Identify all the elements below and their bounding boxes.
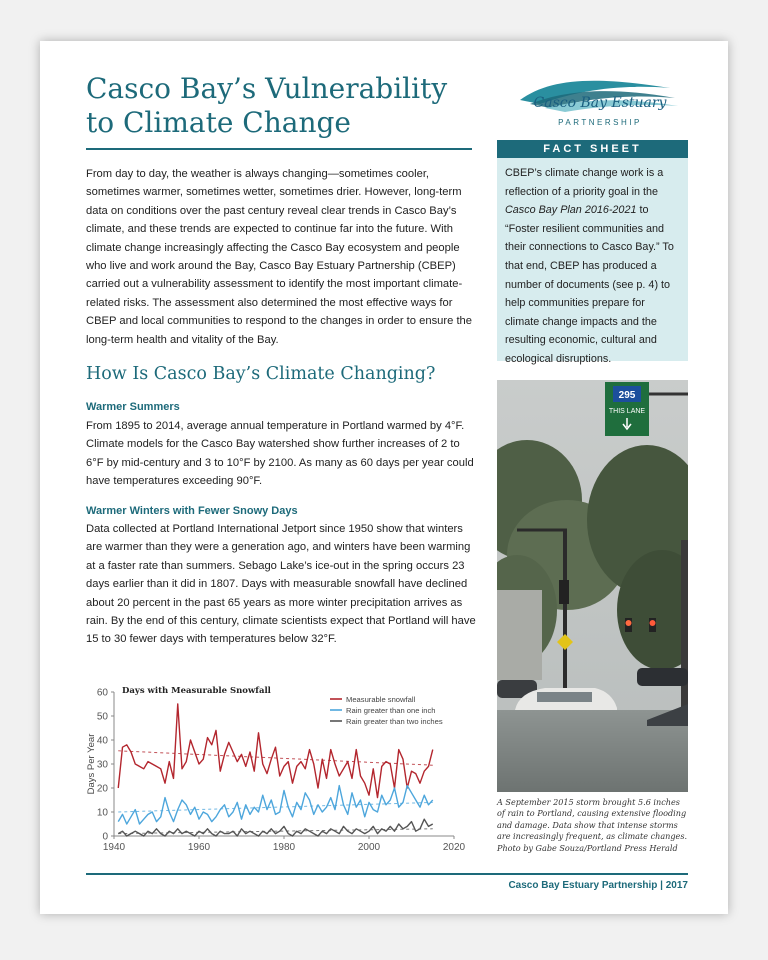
y-axis-label: Days Per Year bbox=[86, 733, 97, 795]
y-tick-label: 60 bbox=[96, 687, 108, 699]
building bbox=[497, 590, 542, 680]
series-line-3 bbox=[118, 819, 433, 836]
y-tick-label: 20 bbox=[96, 783, 108, 795]
footer-divider bbox=[86, 873, 688, 875]
title-divider bbox=[86, 148, 472, 150]
route-number: 295 bbox=[618, 390, 636, 401]
red-light bbox=[650, 620, 656, 626]
y-tick-label: 10 bbox=[96, 807, 108, 819]
fact-sheet-heading: FACT SHEET bbox=[497, 140, 688, 158]
y-tick-label: 0 bbox=[102, 831, 108, 843]
x-tick-label: 1960 bbox=[187, 842, 211, 853]
x-tick-label: 1940 bbox=[102, 842, 126, 853]
x-tick-label: 2020 bbox=[442, 842, 466, 853]
warmer-summers-body: From 1895 to 2014, average annual temperature in Portland warmed by 4°F. Climate models for the Casco Bay watershed show further increases of 2 to 6°F by mid-century and 3 to 10°F by 2100. As many as 60 days per year could have temperatures exceeding 90°F. bbox=[86, 420, 474, 488]
footer-credit: Casco Bay Estuary Partnership | 2017 bbox=[508, 880, 688, 891]
warmer-summers-heading: Warmer Summers bbox=[86, 401, 180, 413]
x-tick-label: 1980 bbox=[272, 842, 296, 853]
legend-label-3: Rain greater than two inches bbox=[346, 717, 443, 726]
red-light-2 bbox=[626, 620, 632, 626]
warmer-winters-heading: Warmer Winters with Fewer Snowy Days bbox=[86, 505, 298, 517]
fact-sheet-box bbox=[497, 158, 688, 365]
legend-label-2: Rain greater than one inch bbox=[346, 706, 436, 715]
page-title: Casco Bay’s Vulnerability to Climate Change bbox=[86, 72, 448, 139]
intro-paragraph: From day to day, the weather is always changing—sometimes cooler, sometimes warmer, sometimes wetter, sometimes drier. However, long-term data on conditions over the past century reveal clear trends in Casco Bay’s climate, and these trends are expected to continue far into the future. With climate change increasingly affecting the Casco Bay ecosystem and people who live and work around the Bay, Casco Bay Estuary Partnership (CBEP) carried out a vulnerability assessment to identify the most important climate-related risks. The assessment also determined the most effective ways for CBEP and local communities to respond to the changes in order to ensure the long-term health and vitality of the Bay. bbox=[86, 168, 472, 346]
y-tick-label: 50 bbox=[96, 711, 108, 723]
section-heading: How Is Casco Bay’s Climate Changing? bbox=[86, 364, 436, 384]
fact-sheet-text-part1: CBEP’s climate change work is a reflection of a priority goal in the bbox=[505, 167, 664, 198]
y-tick-label: 40 bbox=[96, 735, 108, 747]
legend-label-1: Measurable snowfall bbox=[346, 695, 416, 704]
car-right bbox=[637, 668, 688, 686]
x-tick-label: 2000 bbox=[357, 842, 381, 853]
snowfall-chart bbox=[72, 676, 492, 856]
traffic-signal-left bbox=[559, 580, 569, 604]
fact-sheet-text bbox=[505, 164, 678, 369]
flood-photo bbox=[497, 380, 688, 792]
sign-lane-text: THIS LANE bbox=[608, 408, 646, 415]
fact-sheet-text-part2: to “Foster resilient communities and their connections to Casco Bay.” To that end, CBEP has produced a number of documents (see p. 4) to help communities prepare for climate change impacts and the resulting economic, cultural and ecological disruptions. bbox=[505, 204, 674, 365]
logo-subtitle: PARTNERSHIP bbox=[558, 118, 642, 127]
car-window bbox=[537, 692, 592, 702]
warmer-winters-body: Data collected at Portland International Jetport since 1950 show that winters are warmer than they were a generation ago, and winters have been warming at a faster rate than summers. Sebago Lake’s ice-out in the spring occurs 23 days earlier than it did in 1807. Days with measurable snowfall have declined about 20 percent in the past 65 years as more winter precipitation arrives as rain. By the end of this century, climate scientists expect that Portland will have 15 to 30 fewer days with temperatures below 32°F. bbox=[86, 523, 476, 646]
photo-caption: A September 2015 storm brought 5.6 inches of rain to Portland, causing extensive flooding and damage. Data show that intense storms are increasingly frequent, as climate changes. Photo by Gabe Souza/Portland Press Herald bbox=[497, 797, 688, 853]
signal-pole bbox=[563, 530, 567, 690]
chart-title: Days with Measurable Snowfall bbox=[122, 686, 271, 696]
y-tick-label: 30 bbox=[96, 759, 108, 771]
series-line-2 bbox=[118, 786, 433, 824]
logo-name: Casco Bay Estuary bbox=[533, 95, 667, 111]
fact-sheet-plan-title: Casco Bay Plan 2016-2021 bbox=[505, 204, 637, 217]
